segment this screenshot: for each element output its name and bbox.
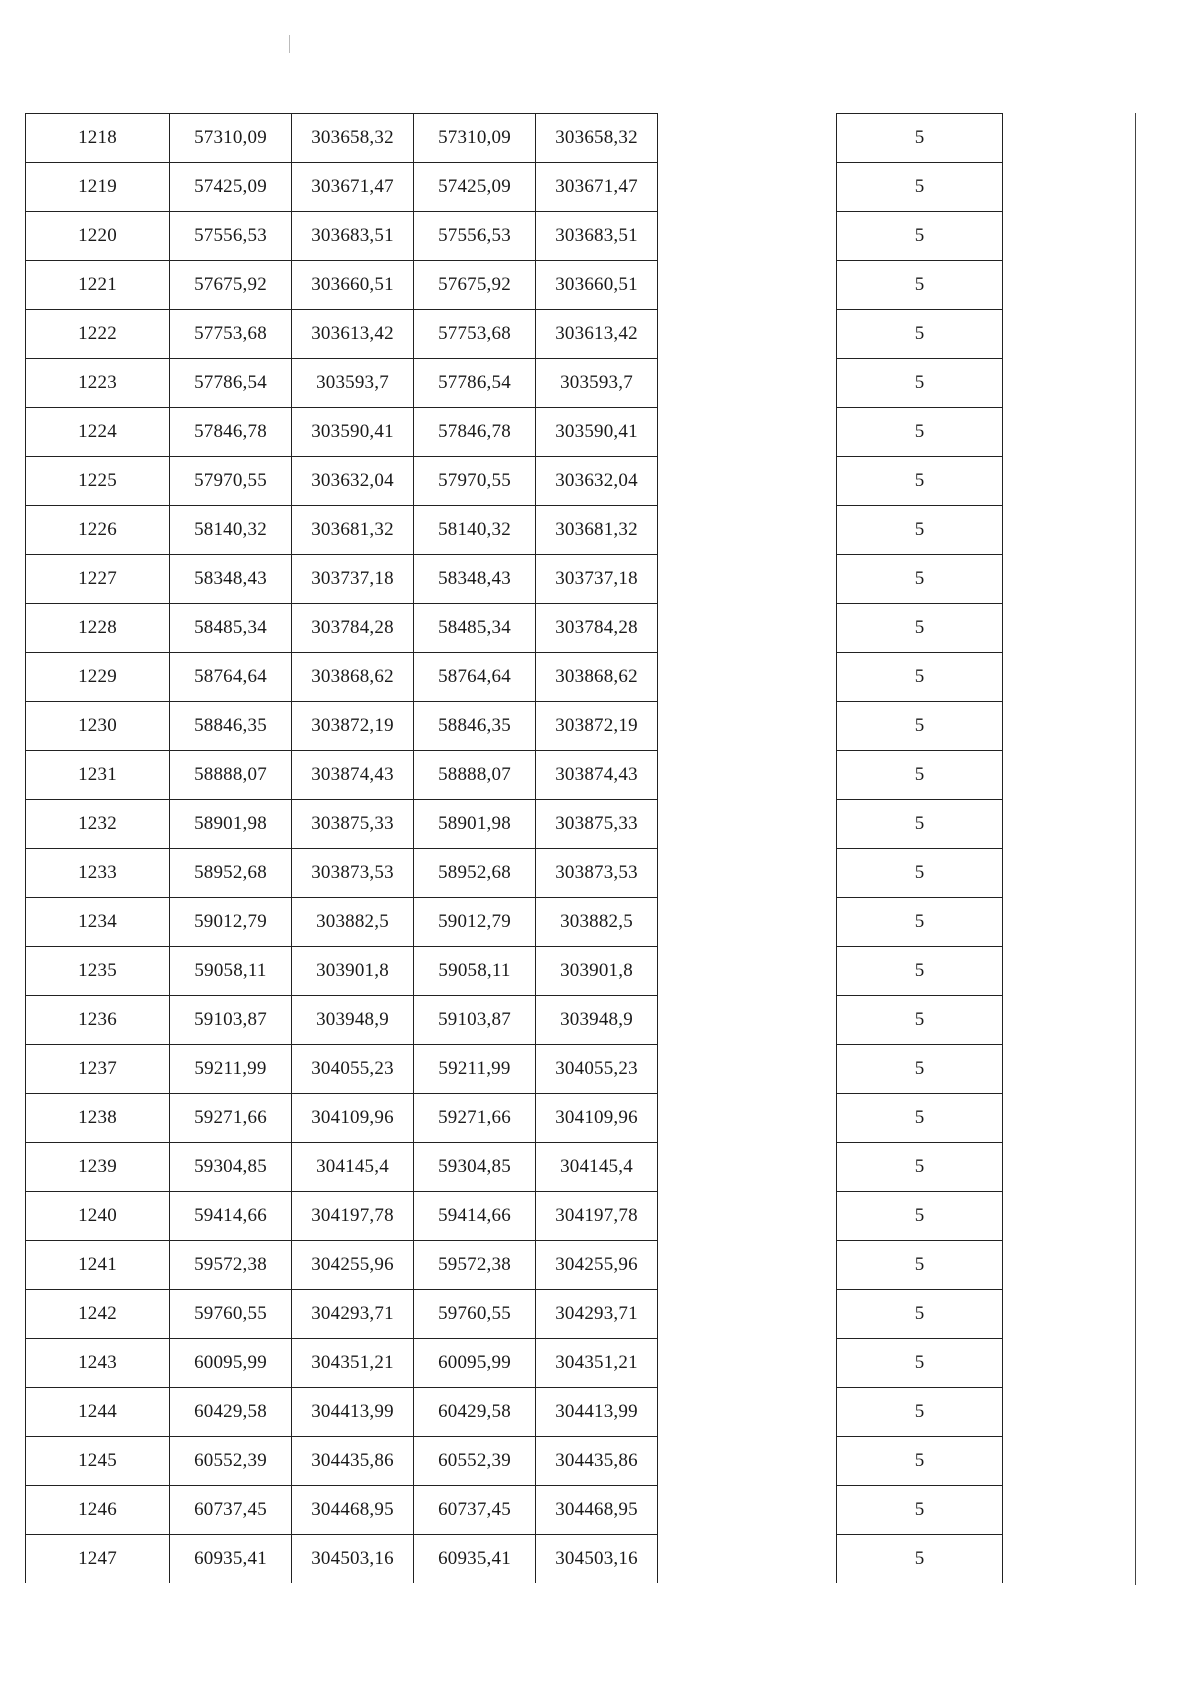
x-old-cell: 60935,41 [170,1535,292,1584]
accuracy-row [837,947,1003,996]
accuracy-cell: 5 [837,1143,1003,1192]
accuracy-row [837,1192,1003,1241]
y-old-cell: 303658,32 [292,114,414,163]
accuracy-cell: 5 [837,212,1003,261]
accuracy-row [837,1486,1003,1535]
x-new-cell: 58888,07 [414,751,536,800]
x-old-cell: 59572,38 [170,1241,292,1290]
accuracy-cell: 5 [837,163,1003,212]
table-row [26,114,658,163]
x-new-cell: 57425,09 [414,163,536,212]
point-number-cell: 1222 [26,310,170,359]
accuracy-cell: 5 [837,457,1003,506]
x-old-cell: 59760,55 [170,1290,292,1339]
point-number-cell: 1237 [26,1045,170,1094]
accuracy-cell: 5 [837,702,1003,751]
y-new-cell: 304435,86 [536,1437,658,1486]
accuracy-row [837,408,1003,457]
y-new-cell: 303882,5 [536,898,658,947]
accuracy-row [837,457,1003,506]
x-new-cell: 59304,85 [414,1143,536,1192]
accuracy-cell: 5 [837,1045,1003,1094]
y-new-cell: 303784,28 [536,604,658,653]
y-new-cell: 304109,96 [536,1094,658,1143]
table-row [26,1535,658,1584]
table-row [26,1486,658,1535]
x-old-cell: 59211,99 [170,1045,292,1094]
y-new-cell: 303872,19 [536,702,658,751]
point-number-cell: 1238 [26,1094,170,1143]
table-row [26,359,658,408]
y-old-cell: 303874,43 [292,751,414,800]
x-old-cell: 57970,55 [170,457,292,506]
point-number-cell: 1220 [26,212,170,261]
table-row [26,751,658,800]
y-old-cell: 303873,53 [292,849,414,898]
x-new-cell: 58952,68 [414,849,536,898]
accuracy-cell: 5 [837,114,1003,163]
x-new-cell: 57310,09 [414,114,536,163]
x-old-cell: 60429,58 [170,1388,292,1437]
y-new-cell: 303671,47 [536,163,658,212]
y-old-cell: 304351,21 [292,1339,414,1388]
point-number-cell: 1221 [26,261,170,310]
x-new-cell: 57675,92 [414,261,536,310]
y-new-cell: 303681,32 [536,506,658,555]
accuracy-row [837,702,1003,751]
y-old-cell: 303660,51 [292,261,414,310]
accuracy-row [837,653,1003,702]
y-new-cell: 303658,32 [536,114,658,163]
x-old-cell: 60737,45 [170,1486,292,1535]
y-old-cell: 304435,86 [292,1437,414,1486]
accuracy-table [836,113,1003,1583]
y-old-cell: 303875,33 [292,800,414,849]
table-row [26,1143,658,1192]
x-new-cell: 59058,11 [414,947,536,996]
x-old-cell: 58952,68 [170,849,292,898]
x-new-cell: 58485,34 [414,604,536,653]
coordinates-table [25,113,658,1583]
table-row [26,1339,658,1388]
accuracy-cell: 5 [837,604,1003,653]
table-row [26,1045,658,1094]
table-row [26,1290,658,1339]
y-new-cell: 303660,51 [536,261,658,310]
y-old-cell: 304197,78 [292,1192,414,1241]
accuracy-cell: 5 [837,996,1003,1045]
x-new-cell: 57786,54 [414,359,536,408]
x-new-cell: 57846,78 [414,408,536,457]
y-old-cell: 303882,5 [292,898,414,947]
accuracy-row [837,898,1003,947]
y-old-cell: 304255,96 [292,1241,414,1290]
x-old-cell: 60095,99 [170,1339,292,1388]
accuracy-cell: 5 [837,1241,1003,1290]
accuracy-row [837,555,1003,604]
accuracy-cell: 5 [837,408,1003,457]
y-new-cell: 304351,21 [536,1339,658,1388]
y-old-cell: 303681,32 [292,506,414,555]
accuracy-cell: 5 [837,261,1003,310]
x-old-cell: 59271,66 [170,1094,292,1143]
table-row [26,1241,658,1290]
x-new-cell: 57753,68 [414,310,536,359]
x-old-cell: 58846,35 [170,702,292,751]
x-new-cell: 59012,79 [414,898,536,947]
x-new-cell: 58764,64 [414,653,536,702]
accuracy-row [837,114,1003,163]
accuracy-row [837,163,1003,212]
accuracy-cell: 5 [837,555,1003,604]
y-new-cell: 303613,42 [536,310,658,359]
x-new-cell: 58348,43 [414,555,536,604]
point-number-cell: 1224 [26,408,170,457]
x-old-cell: 57425,09 [170,163,292,212]
point-number-cell: 1230 [26,702,170,751]
x-new-cell: 59414,66 [414,1192,536,1241]
table-row [26,604,658,653]
table-right-border [1135,113,1136,1585]
table-row [26,898,658,947]
accuracy-row [837,310,1003,359]
x-old-cell: 59058,11 [170,947,292,996]
y-new-cell: 304255,96 [536,1241,658,1290]
table-row [26,1192,658,1241]
table-row [26,310,658,359]
x-new-cell: 60552,39 [414,1437,536,1486]
accuracy-cell: 5 [837,1290,1003,1339]
accuracy-table-body [837,114,1003,1584]
x-old-cell: 57753,68 [170,310,292,359]
point-number-cell: 1239 [26,1143,170,1192]
y-new-cell: 303737,18 [536,555,658,604]
point-number-cell: 1225 [26,457,170,506]
y-old-cell: 303872,19 [292,702,414,751]
accuracy-cell: 5 [837,359,1003,408]
point-number-cell: 1241 [26,1241,170,1290]
accuracy-row [837,1437,1003,1486]
accuracy-row [837,212,1003,261]
accuracy-row [837,506,1003,555]
x-new-cell: 59572,38 [414,1241,536,1290]
point-number-cell: 1240 [26,1192,170,1241]
point-number-cell: 1235 [26,947,170,996]
y-new-cell: 304293,71 [536,1290,658,1339]
y-old-cell: 303737,18 [292,555,414,604]
y-new-cell: 303868,62 [536,653,658,702]
x-old-cell: 59012,79 [170,898,292,947]
x-old-cell: 57310,09 [170,114,292,163]
accuracy-row [837,1535,1003,1584]
coordinates-table-body [26,114,658,1584]
x-old-cell: 58348,43 [170,555,292,604]
accuracy-row [837,849,1003,898]
y-new-cell: 304055,23 [536,1045,658,1094]
x-old-cell: 59414,66 [170,1192,292,1241]
x-new-cell: 60737,45 [414,1486,536,1535]
x-new-cell: 60095,99 [414,1339,536,1388]
y-new-cell: 303873,53 [536,849,658,898]
table-row [26,555,658,604]
x-new-cell: 59211,99 [414,1045,536,1094]
table-row [26,947,658,996]
table-row [26,653,658,702]
y-new-cell: 303948,9 [536,996,658,1045]
accuracy-row [837,1045,1003,1094]
y-old-cell: 303613,42 [292,310,414,359]
x-new-cell: 60935,41 [414,1535,536,1584]
accuracy-cell: 5 [837,1192,1003,1241]
x-new-cell: 59271,66 [414,1094,536,1143]
point-number-cell: 1236 [26,996,170,1045]
point-number-cell: 1233 [26,849,170,898]
accuracy-row [837,1388,1003,1437]
y-new-cell: 303593,7 [536,359,658,408]
y-old-cell: 303948,9 [292,996,414,1045]
point-number-cell: 1219 [26,163,170,212]
accuracy-cell: 5 [837,1094,1003,1143]
x-new-cell: 57556,53 [414,212,536,261]
x-old-cell: 59103,87 [170,996,292,1045]
point-number-cell: 1218 [26,114,170,163]
x-old-cell: 59304,85 [170,1143,292,1192]
y-old-cell: 303784,28 [292,604,414,653]
x-new-cell: 58901,98 [414,800,536,849]
accuracy-row [837,1241,1003,1290]
point-number-cell: 1229 [26,653,170,702]
accuracy-cell: 5 [837,898,1003,947]
point-number-cell: 1242 [26,1290,170,1339]
accuracy-cell: 5 [837,947,1003,996]
accuracy-cell: 5 [837,310,1003,359]
table-row [26,849,658,898]
y-old-cell: 304468,95 [292,1486,414,1535]
accuracy-row [837,1094,1003,1143]
scan-mark [289,35,290,53]
x-new-cell: 60429,58 [414,1388,536,1437]
accuracy-cell: 5 [837,653,1003,702]
accuracy-cell: 5 [837,751,1003,800]
accuracy-row [837,1290,1003,1339]
x-old-cell: 57786,54 [170,359,292,408]
point-number-cell: 1227 [26,555,170,604]
point-number-cell: 1244 [26,1388,170,1437]
accuracy-row [837,751,1003,800]
accuracy-row [837,359,1003,408]
y-new-cell: 304413,99 [536,1388,658,1437]
table-row [26,702,658,751]
table-row [26,1388,658,1437]
table-row [26,163,658,212]
accuracy-cell: 5 [837,1339,1003,1388]
table-row [26,506,658,555]
x-old-cell: 58901,98 [170,800,292,849]
point-number-cell: 1226 [26,506,170,555]
accuracy-row [837,996,1003,1045]
x-old-cell: 58764,64 [170,653,292,702]
table-row [26,212,658,261]
y-old-cell: 304109,96 [292,1094,414,1143]
y-new-cell: 304145,4 [536,1143,658,1192]
y-old-cell: 303590,41 [292,408,414,457]
table-row [26,1094,658,1143]
y-new-cell: 304197,78 [536,1192,658,1241]
accuracy-cell: 5 [837,1486,1003,1535]
y-old-cell: 303868,62 [292,653,414,702]
y-old-cell: 303593,7 [292,359,414,408]
x-new-cell: 57970,55 [414,457,536,506]
x-old-cell: 57675,92 [170,261,292,310]
table-row [26,457,658,506]
accuracy-cell: 5 [837,1388,1003,1437]
y-new-cell: 303875,33 [536,800,658,849]
y-old-cell: 303671,47 [292,163,414,212]
x-old-cell: 58140,32 [170,506,292,555]
y-old-cell: 304503,16 [292,1535,414,1584]
y-new-cell: 304503,16 [536,1535,658,1584]
accuracy-cell: 5 [837,1535,1003,1584]
table-row [26,800,658,849]
point-number-cell: 1232 [26,800,170,849]
accuracy-row [837,800,1003,849]
table-row [26,996,658,1045]
y-old-cell: 304145,4 [292,1143,414,1192]
point-number-cell: 1223 [26,359,170,408]
accuracy-row [837,604,1003,653]
accuracy-cell: 5 [837,800,1003,849]
point-number-cell: 1234 [26,898,170,947]
x-old-cell: 57846,78 [170,408,292,457]
accuracy-cell: 5 [837,1437,1003,1486]
accuracy-cell: 5 [837,506,1003,555]
table-row [26,261,658,310]
table-row [26,1437,658,1486]
x-new-cell: 58140,32 [414,506,536,555]
y-new-cell: 303901,8 [536,947,658,996]
point-number-cell: 1243 [26,1339,170,1388]
table-row [26,408,658,457]
y-new-cell: 303632,04 [536,457,658,506]
x-old-cell: 60552,39 [170,1437,292,1486]
y-old-cell: 303683,51 [292,212,414,261]
y-old-cell: 304055,23 [292,1045,414,1094]
accuracy-row [837,261,1003,310]
y-new-cell: 303590,41 [536,408,658,457]
y-old-cell: 304413,99 [292,1388,414,1437]
point-number-cell: 1231 [26,751,170,800]
y-old-cell: 303632,04 [292,457,414,506]
y-new-cell: 303683,51 [536,212,658,261]
x-old-cell: 58485,34 [170,604,292,653]
y-old-cell: 304293,71 [292,1290,414,1339]
x-old-cell: 57556,53 [170,212,292,261]
point-number-cell: 1246 [26,1486,170,1535]
x-new-cell: 58846,35 [414,702,536,751]
x-new-cell: 59760,55 [414,1290,536,1339]
x-new-cell: 59103,87 [414,996,536,1045]
y-new-cell: 303874,43 [536,751,658,800]
accuracy-row [837,1339,1003,1388]
x-old-cell: 58888,07 [170,751,292,800]
point-number-cell: 1247 [26,1535,170,1584]
y-old-cell: 303901,8 [292,947,414,996]
point-number-cell: 1228 [26,604,170,653]
y-new-cell: 304468,95 [536,1486,658,1535]
accuracy-cell: 5 [837,849,1003,898]
accuracy-row [837,1143,1003,1192]
point-number-cell: 1245 [26,1437,170,1486]
